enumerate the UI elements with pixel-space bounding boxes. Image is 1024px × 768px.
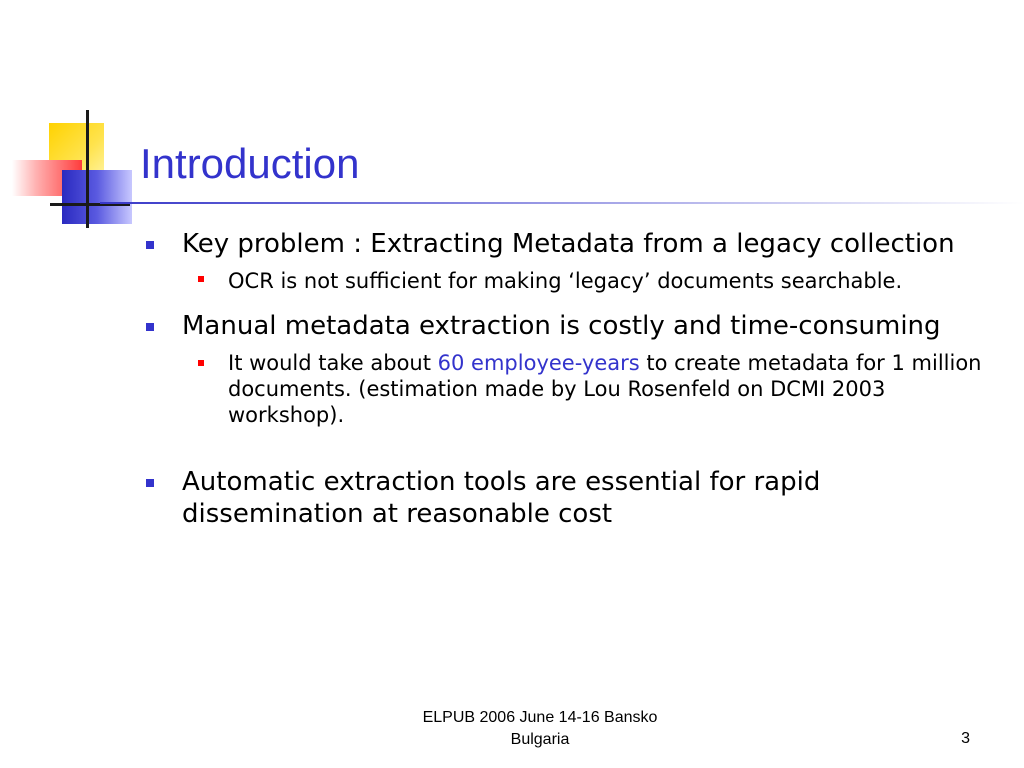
footer-line-2: Bulgaria	[510, 731, 570, 748]
sub-bullet-square-icon	[198, 276, 204, 282]
title-underline	[100, 202, 1024, 204]
sub-bullet-text: OCR is not sufficient for making ‘legacy’ documents searchable.	[228, 269, 903, 293]
sub-bullet-text-after: to create metadata for 1 million documents. (estimation made by Lou Rosenfeld on DCMI 2003 workshop).	[228, 351, 982, 427]
sub-bullet-square-icon	[198, 360, 204, 366]
slide-content	[142, 228, 982, 530]
bullet-text: Automatic extraction tools are essential for rapid dissemination at reasonable cost	[182, 467, 821, 529]
sub-bullet-highlight: 60 employee-years	[437, 351, 640, 375]
page-number: 3	[961, 730, 970, 747]
bullet-item	[142, 228, 982, 260]
bullet-text: Key problem : Extracting Metadata from a legacy collection	[182, 229, 955, 259]
sub-bullet-text-before: It would take about	[228, 351, 438, 375]
sub-bullet-item	[142, 266, 982, 296]
bullet-square-icon	[146, 241, 154, 249]
logo-blue-square	[62, 170, 132, 224]
bullet-square-icon	[146, 323, 154, 331]
bullet-item	[142, 310, 982, 342]
decorative-logo	[0, 0, 140, 240]
bullet-item	[142, 466, 982, 530]
slide-title: Introduction	[140, 140, 360, 187]
sub-bullet-item	[142, 350, 982, 428]
logo-vertical-line	[86, 110, 89, 228]
footer-text	[390, 707, 690, 751]
bullet-square-icon	[146, 479, 154, 487]
footer-line-1: ELPUB 2006 June 14-16 Bansko	[422, 709, 658, 726]
bullet-text: Manual metadata extraction is costly and time-consuming	[182, 311, 941, 341]
